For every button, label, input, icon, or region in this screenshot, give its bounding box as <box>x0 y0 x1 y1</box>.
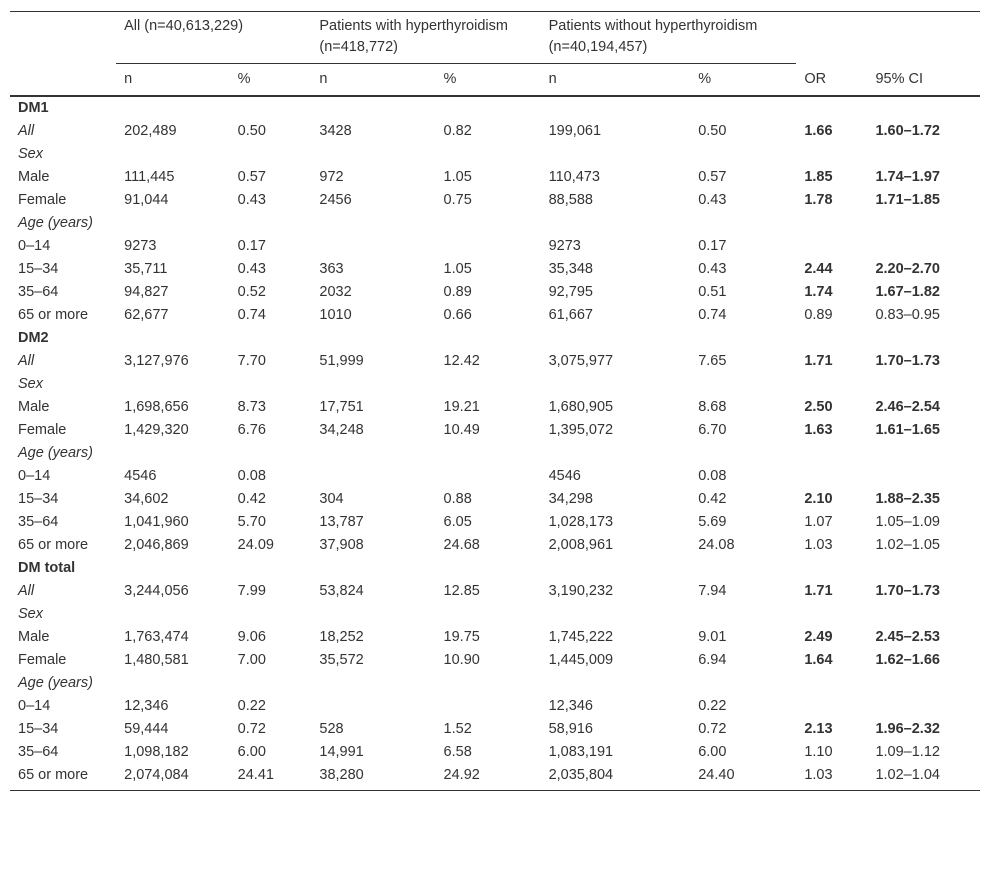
cell-all-pct: 7.00 <box>237 652 266 668</box>
row-label: 0–14 <box>18 238 51 254</box>
subheader-spacer <box>10 64 116 97</box>
cell-or: 1.71 <box>804 583 833 599</box>
cell-without-n: 3,075,977 <box>548 353 614 369</box>
cell-ci: 1.67–1.82 <box>875 284 940 300</box>
cell-without-n: 1,083,191 <box>548 744 614 760</box>
cell-all-n: 9273 <box>124 238 157 254</box>
cell-without-n: 9273 <box>548 238 581 254</box>
cell-all-pct: 7.70 <box>237 353 266 369</box>
cell-with-pct: 0.88 <box>443 491 472 507</box>
cell-without-pct: 0.43 <box>698 261 727 277</box>
cell-with-pct: 12.42 <box>443 353 480 369</box>
cell-with-n: 13,787 <box>319 514 364 530</box>
cell-ci <box>867 695 980 718</box>
cell-with-pct: 0.82 <box>443 123 472 139</box>
cell-with-pct: 0.89 <box>443 284 472 300</box>
cell-without-pct: 24.40 <box>690 764 796 791</box>
table-row <box>10 534 980 557</box>
cell-without-pct: 0.17 <box>698 238 727 254</box>
row-label: 0–14 <box>18 698 51 714</box>
subgroup-heading-row <box>10 143 980 166</box>
cell-with-n: 35,572 <box>319 652 364 668</box>
cell-with-n: 304 <box>319 491 344 507</box>
cell-all-n: 1,480,581 <box>124 652 189 668</box>
cell-with-pct: 10.90 <box>443 652 480 668</box>
table-row <box>10 580 980 603</box>
cell-with-pct: 0.66 <box>443 307 472 323</box>
row-label: 65 or more <box>18 307 89 323</box>
cell-ci: 1.61–1.65 <box>875 422 940 438</box>
cell-without-n: 58,916 <box>548 721 593 737</box>
cell-all-n: 35,711 <box>124 261 168 277</box>
table-row <box>10 281 980 304</box>
cell-without-n: 12,346 <box>548 698 593 714</box>
row-label: 15–34 <box>18 491 59 507</box>
cell-with-n <box>311 465 435 488</box>
cell-all-n: 59,444 <box>124 721 169 737</box>
row-label: Age (years) <box>18 215 93 231</box>
cell-with-n: 38,280 <box>311 764 435 791</box>
cell-with-n: 14,991 <box>319 744 364 760</box>
cell-ci: 1.70–1.73 <box>875 353 940 369</box>
cell-all-pct: 6.00 <box>237 744 266 760</box>
cell-or: 1.63 <box>804 422 833 438</box>
cell-ci: 1.96–2.32 <box>875 721 940 737</box>
row-label: All <box>18 583 35 599</box>
cell-without-n: 1,680,905 <box>548 399 614 415</box>
table-row <box>10 741 980 764</box>
cell-without-pct: 9.01 <box>698 629 727 645</box>
row-label: All <box>18 123 35 139</box>
cell-without-n: 61,667 <box>548 307 593 323</box>
cell-ci: 1.60–1.72 <box>875 123 940 139</box>
cell-or <box>796 235 867 258</box>
cell-with-pct: 12.85 <box>443 583 480 599</box>
cell-with-n: 53,824 <box>319 583 364 599</box>
row-label: 15–34 <box>18 721 59 737</box>
section-title: DM2 <box>18 330 49 346</box>
cell-with-pct <box>436 235 541 258</box>
cell-with-n: 972 <box>319 169 344 185</box>
row-label: Female <box>18 192 67 208</box>
cell-all-n: 3,244,056 <box>124 583 189 599</box>
row-label: 65 or more <box>10 764 116 791</box>
cell-with-n: 17,751 <box>319 399 364 415</box>
table-row <box>10 396 980 419</box>
section-title: DM total <box>18 560 76 576</box>
subgroup-heading-row <box>10 672 980 695</box>
cell-without-pct: 6.00 <box>698 744 727 760</box>
row-label: Age (years) <box>18 675 93 691</box>
row-label: 35–64 <box>18 284 59 300</box>
row-label: 0–14 <box>18 468 51 484</box>
table-row <box>10 419 980 442</box>
cell-or: 1.78 <box>804 192 833 208</box>
table-row <box>10 511 980 534</box>
cell-ci: 2.45–2.53 <box>875 629 940 645</box>
cell-with-pct: 6.58 <box>443 744 472 760</box>
cell-without-pct: 6.70 <box>698 422 727 438</box>
table-row <box>10 258 980 281</box>
cell-with-n: 3428 <box>319 123 352 139</box>
cell-with-pct: 6.05 <box>443 514 472 530</box>
row-label: 35–64 <box>18 514 59 530</box>
table-row <box>10 626 980 649</box>
cell-without-n: 110,473 <box>548 169 600 185</box>
cell-with-n: 34,248 <box>319 422 364 438</box>
table-row <box>10 166 980 189</box>
cell-or: 1.74 <box>804 284 833 300</box>
row-label: Sex <box>18 146 43 162</box>
row-label: Male <box>18 169 50 185</box>
cell-or: 1.07 <box>804 514 833 530</box>
row-label: Male <box>18 629 50 645</box>
cell-all-pct: 0.74 <box>237 307 266 323</box>
cell-without-pct: 0.74 <box>698 307 727 323</box>
header-spacer <box>796 12 980 64</box>
cell-ci <box>867 235 980 258</box>
cell-all-pct: 0.43 <box>237 192 266 208</box>
cell-without-pct: 0.22 <box>698 698 727 714</box>
table-row <box>10 350 980 373</box>
cell-or: 2.13 <box>804 721 833 737</box>
cell-without-n: 199,061 <box>548 123 602 139</box>
cell-with-pct: 24.68 <box>443 537 480 553</box>
cell-with-pct: 19.21 <box>443 399 480 415</box>
row-label: Sex <box>18 376 43 392</box>
row-label: Age (years) <box>18 445 93 461</box>
table-body <box>10 96 980 791</box>
col-with-pct: % <box>436 64 541 97</box>
table-row <box>10 304 980 327</box>
table-row <box>10 120 980 143</box>
cell-with-n <box>311 235 435 258</box>
cell-without-n: 2,035,804 <box>541 764 691 791</box>
subgroup-heading-row <box>10 603 980 626</box>
row-filler <box>116 373 980 396</box>
cell-all-n: 1,698,656 <box>124 399 189 415</box>
subgroup-heading-row <box>10 373 980 396</box>
cell-ci: 1.05–1.09 <box>875 514 940 530</box>
cell-all-pct: 0.08 <box>237 468 266 484</box>
cell-all-n: 202,489 <box>124 123 177 139</box>
cell-with-n: 1010 <box>319 307 352 323</box>
cell-all-n: 4546 <box>124 468 157 484</box>
cell-without-n: 92,795 <box>548 284 593 300</box>
results-table <box>10 11 980 791</box>
col-all-n: n <box>116 64 230 97</box>
cell-all-pct: 9.06 <box>237 629 266 645</box>
row-filler <box>116 603 980 626</box>
cell-without-pct: 24.08 <box>698 537 735 553</box>
cell-without-n: 1,028,173 <box>548 514 614 530</box>
cell-or: 2.50 <box>804 399 833 415</box>
row-label: 15–34 <box>18 261 59 277</box>
table-row <box>10 649 980 672</box>
col-or: OR <box>796 64 867 97</box>
corner-cell <box>10 12 116 64</box>
cell-with-pct: 1.05 <box>443 169 472 185</box>
cell-with-n: 2456 <box>319 192 352 208</box>
cell-without-n: 3,190,232 <box>548 583 614 599</box>
cell-all-pct: 7.99 <box>237 583 266 599</box>
cell-all-pct: 0.17 <box>237 238 266 254</box>
cell-ci: 1.62–1.66 <box>875 652 940 668</box>
cell-all-n: 2,074,084 <box>116 764 230 791</box>
cell-with-pct: 10.49 <box>443 422 480 438</box>
col-without-pct: % <box>690 64 796 97</box>
row-label: Female <box>18 652 67 668</box>
cell-without-n: 1,395,072 <box>548 422 614 438</box>
cell-with-pct: 24.92 <box>436 764 541 791</box>
cell-all-n: 94,827 <box>124 284 169 300</box>
table-row <box>10 235 980 258</box>
cell-without-pct: 0.72 <box>698 721 727 737</box>
row-label: Female <box>18 422 67 438</box>
cell-with-n: 37,908 <box>319 537 364 553</box>
group-without-hyperthyroidism-header: Patients without hyperthyroidism (n=40,194,457) <box>541 12 797 64</box>
cell-with-pct: 0.75 <box>443 192 472 208</box>
cell-all-pct: 24.41 <box>230 764 312 791</box>
cell-without-pct: 0.50 <box>698 123 727 139</box>
cell-ci: 1.71–1.85 <box>875 192 940 208</box>
cell-ci: 1.70–1.73 <box>875 583 940 599</box>
row-filler <box>116 143 980 166</box>
cell-ci: 0.83–0.95 <box>875 307 940 323</box>
row-label: Male <box>18 399 50 415</box>
cell-ci: 1.88–2.35 <box>875 491 940 507</box>
section-header-row <box>10 557 980 580</box>
row-label: 35–64 <box>18 744 59 760</box>
table-row <box>10 695 980 718</box>
cell-or: 1.66 <box>804 123 833 139</box>
section-title: DM1 <box>18 100 49 116</box>
row-filler <box>116 672 980 695</box>
cell-with-pct: 19.75 <box>443 629 480 645</box>
cell-all-pct: 0.43 <box>237 261 266 277</box>
cell-all-pct: 24.09 <box>237 537 274 553</box>
row-filler <box>116 442 980 465</box>
cell-with-n <box>311 695 435 718</box>
cell-all-pct: 0.72 <box>237 721 266 737</box>
cell-or: 1.85 <box>804 169 833 185</box>
cell-all-n: 34,602 <box>124 491 169 507</box>
cell-all-n: 62,677 <box>124 307 169 323</box>
cell-without-n: 88,588 <box>548 192 593 208</box>
cell-all-pct: 0.57 <box>237 169 266 185</box>
cell-or: 0.89 <box>804 307 833 323</box>
section-header-row <box>10 96 980 120</box>
cell-or: 2.49 <box>804 629 833 645</box>
cell-or: 1.03 <box>796 764 867 791</box>
cell-ci: 1.02–1.05 <box>875 537 940 553</box>
cell-without-n: 2,008,961 <box>548 537 614 553</box>
cell-all-n: 1,763,474 <box>124 629 189 645</box>
cell-without-pct: 8.68 <box>698 399 727 415</box>
cell-without-n: 35,348 <box>548 261 593 277</box>
cell-all-n: 1,041,960 <box>124 514 189 530</box>
cell-with-pct: 1.52 <box>443 721 472 737</box>
cell-with-n: 363 <box>319 261 344 277</box>
cell-without-pct: 0.57 <box>698 169 727 185</box>
cell-with-pct <box>436 465 541 488</box>
cell-without-pct: 5.69 <box>698 514 727 530</box>
cell-without-pct: 0.08 <box>698 468 727 484</box>
cell-all-pct: 0.22 <box>237 698 266 714</box>
cell-without-n: 1,445,009 <box>548 652 614 668</box>
row-label: 65 or more <box>18 537 89 553</box>
cell-without-pct: 0.43 <box>698 192 727 208</box>
cell-with-n: 18,252 <box>319 629 364 645</box>
cell-all-pct: 0.42 <box>237 491 266 507</box>
group-with-hyperthyroidism-header: Patients with hyperthyroidism (n=418,772) <box>311 12 540 64</box>
cell-or: 1.64 <box>804 652 833 668</box>
subgroup-heading-row <box>10 442 980 465</box>
cell-without-n: 4546 <box>548 468 581 484</box>
section-header-row <box>10 327 980 350</box>
cell-without-n: 34,298 <box>548 491 593 507</box>
cell-all-pct: 0.50 <box>237 123 266 139</box>
col-all-pct: % <box>230 64 312 97</box>
cell-or <box>796 465 867 488</box>
cell-ci: 2.20–2.70 <box>875 261 940 277</box>
col-ci: 95% CI <box>867 64 980 97</box>
cell-ci: 1.09–1.12 <box>875 744 940 760</box>
cell-or: 2.10 <box>804 491 833 507</box>
cell-or: 2.44 <box>804 261 833 277</box>
cell-all-n: 91,044 <box>124 192 169 208</box>
cell-or: 1.03 <box>804 537 833 553</box>
cell-or <box>796 695 867 718</box>
cell-all-n: 3,127,976 <box>124 353 189 369</box>
group-all-header: All (n=40,613,229) <box>116 12 311 64</box>
cell-all-pct: 6.76 <box>237 422 266 438</box>
cell-all-n: 2,046,869 <box>124 537 189 553</box>
cell-without-pct: 7.65 <box>698 353 727 369</box>
cell-without-n: 1,745,222 <box>548 629 614 645</box>
cell-with-n: 528 <box>319 721 344 737</box>
cell-all-pct: 5.70 <box>237 514 266 530</box>
cell-all-pct: 8.73 <box>237 399 266 415</box>
cell-with-n: 2032 <box>319 284 352 300</box>
row-filler <box>116 212 980 235</box>
cell-all-pct: 0.52 <box>237 284 266 300</box>
cell-with-pct <box>436 695 541 718</box>
cell-all-n: 1,098,182 <box>124 744 189 760</box>
row-label: All <box>18 353 35 369</box>
cell-ci: 1.74–1.97 <box>875 169 940 185</box>
cell-ci <box>867 465 980 488</box>
cell-ci: 1.02–1.04 <box>867 764 980 791</box>
cell-all-n: 1,429,320 <box>124 422 189 438</box>
table-row <box>10 465 980 488</box>
col-with-n: n <box>311 64 435 97</box>
cell-without-pct: 0.51 <box>698 284 727 300</box>
table-row <box>10 488 980 511</box>
row-label: Sex <box>18 606 43 622</box>
cell-all-n: 12,346 <box>124 698 169 714</box>
cell-or: 1.71 <box>804 353 833 369</box>
cell-without-pct: 0.42 <box>698 491 727 507</box>
cell-with-pct: 1.05 <box>443 261 472 277</box>
cell-all-n: 111,445 <box>124 169 175 185</box>
table-row <box>10 764 980 791</box>
table-row <box>10 718 980 741</box>
cell-without-pct: 6.94 <box>698 652 727 668</box>
col-without-n: n <box>541 64 691 97</box>
cell-ci: 2.46–2.54 <box>875 399 940 415</box>
table-row <box>10 189 980 212</box>
cell-or: 1.10 <box>804 744 833 760</box>
cell-with-n: 51,999 <box>319 353 364 369</box>
cell-without-pct: 7.94 <box>698 583 727 599</box>
subgroup-heading-row <box>10 212 980 235</box>
